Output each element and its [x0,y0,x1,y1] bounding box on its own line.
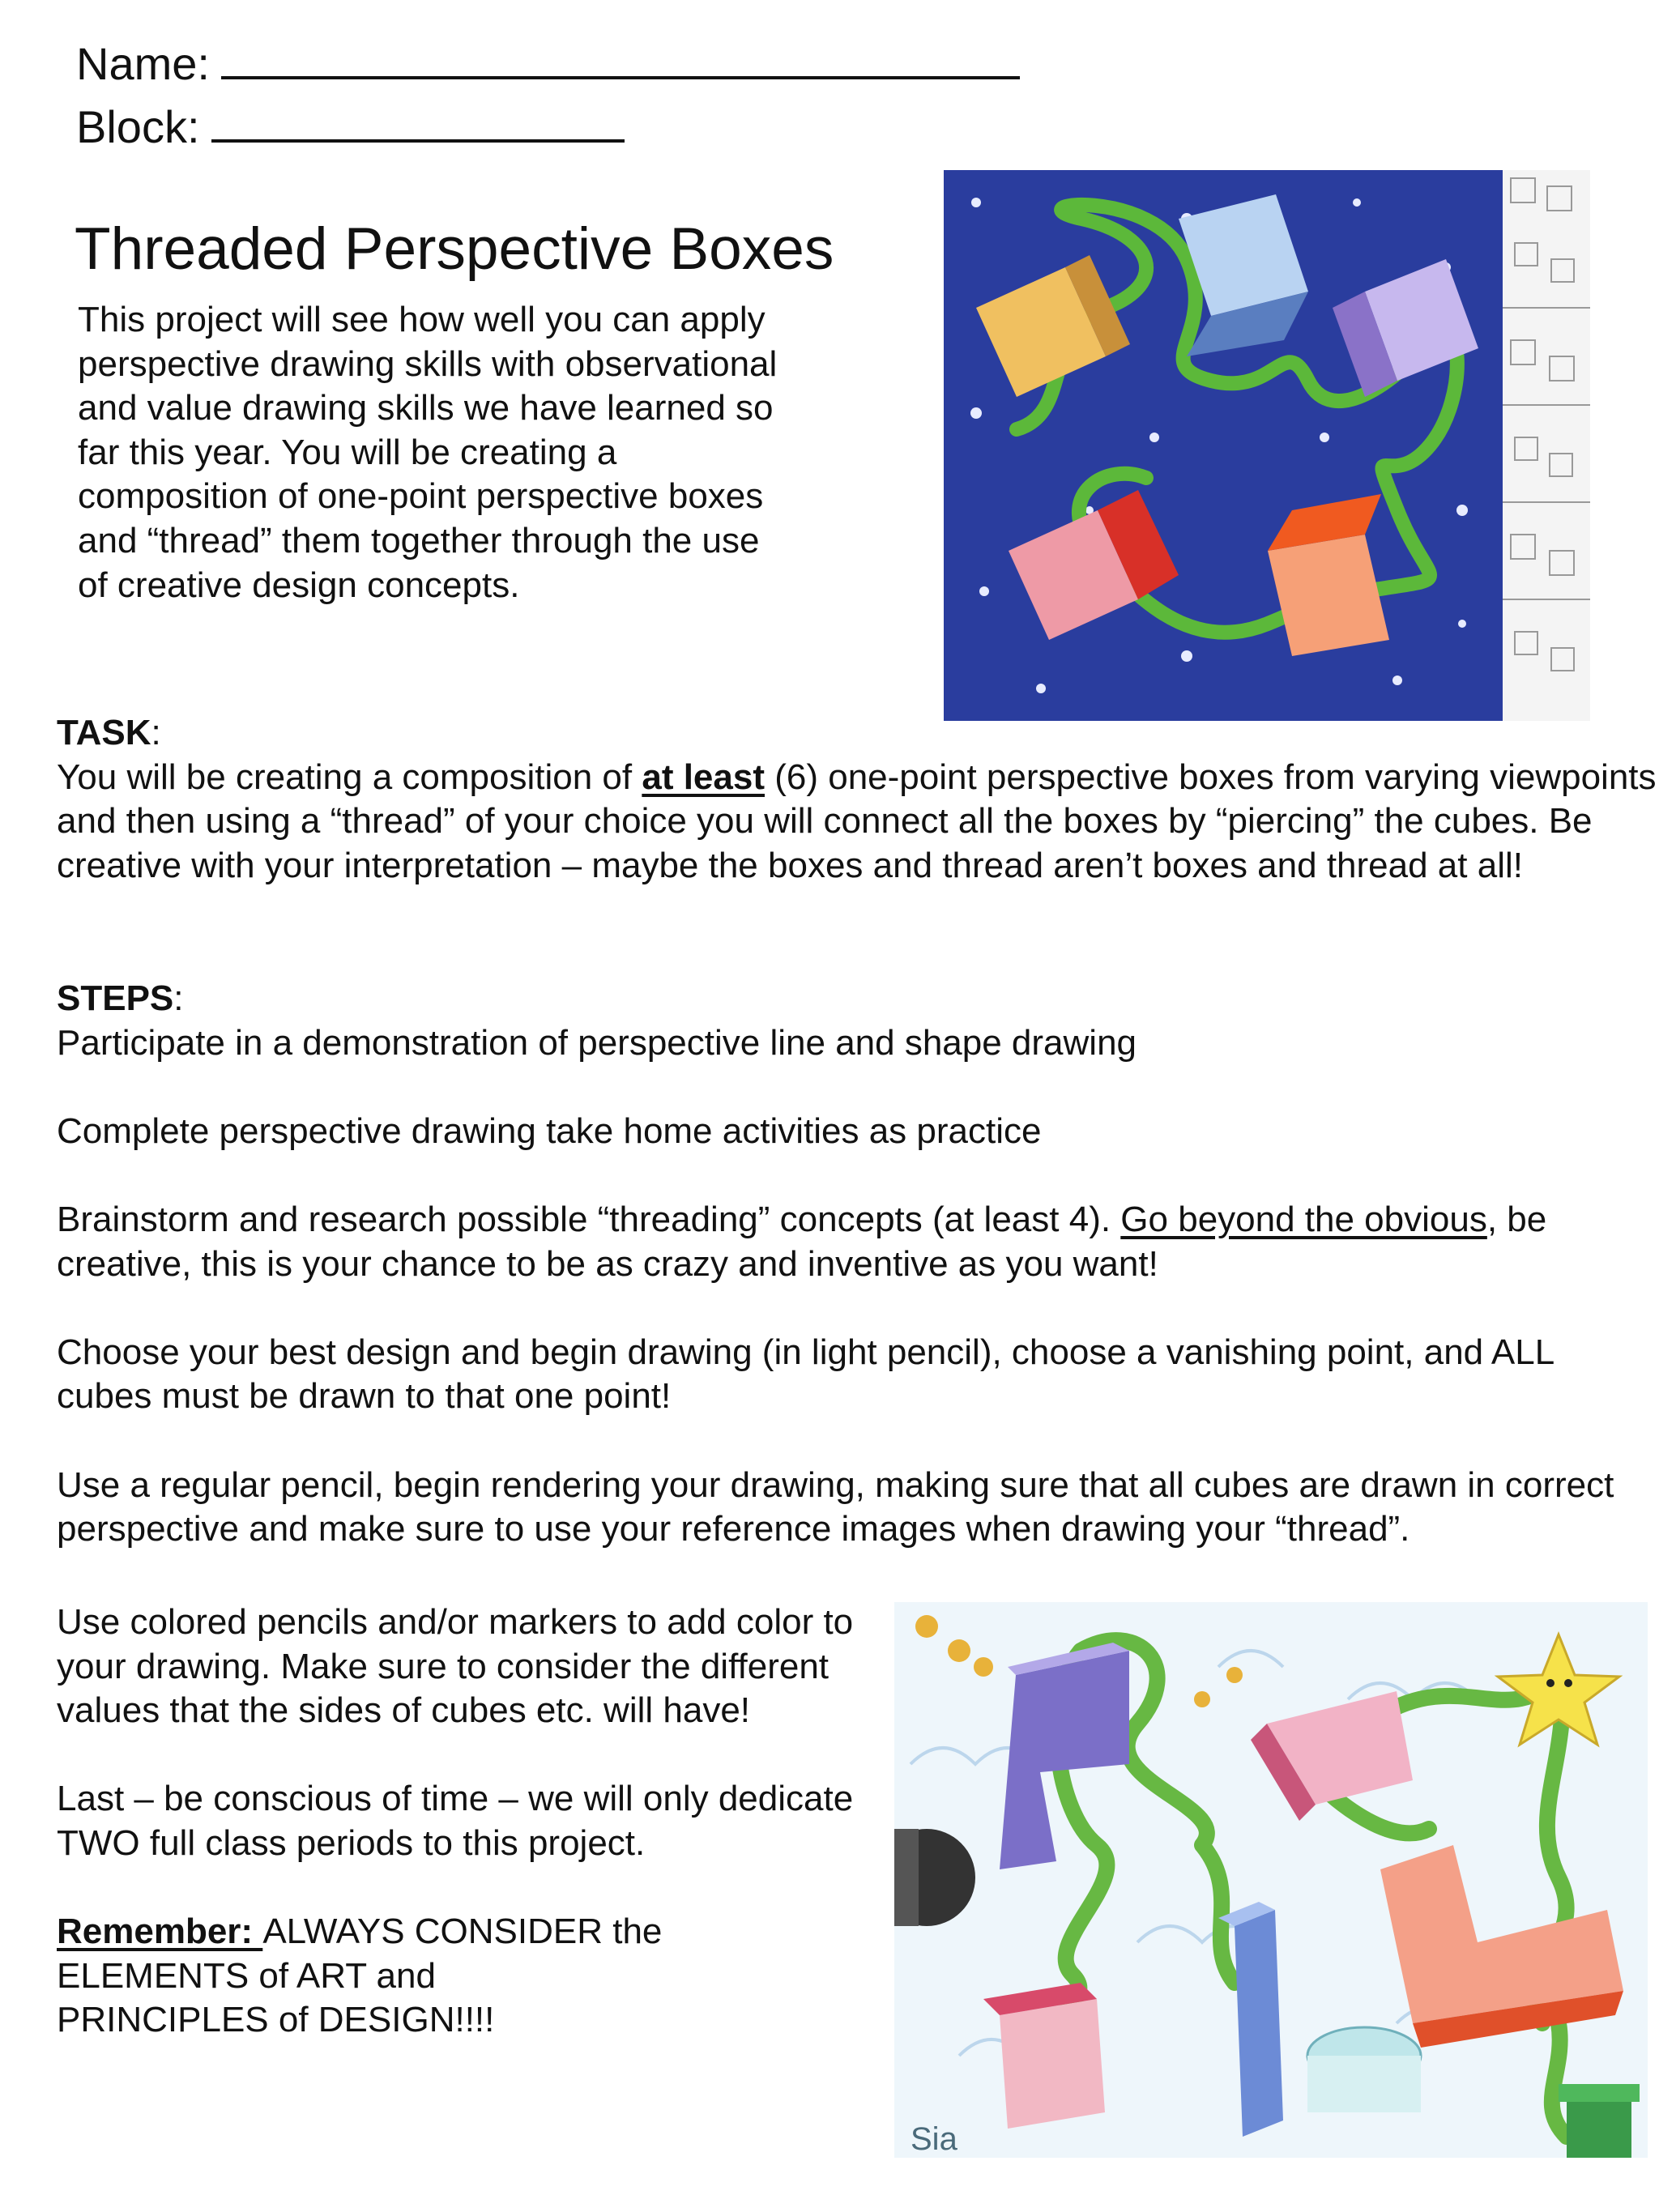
name-label: Name: [76,38,210,89]
remember-line-1: ALWAYS CONSIDER the [262,1912,663,1952]
steps-heading: STEPS [57,978,174,1018]
step-4: Choose your best design and begin drawing (in light pencil), choose a vanishing point, and ALL cubes must be drawn to that one point! [57,1332,1554,1417]
task-emphasis: at least [642,757,765,797]
step-6: Use colored pencils and/or markers to add color to your drawing. Make sure to consider the different values that the sides of cubes etc. will have! [57,1602,854,1731]
example-artwork-cubes [944,170,1590,721]
step-3 [57,1198,1657,1286]
remember-line-3: PRINCIPLES of DESIGN!!!! [57,2000,495,2040]
task-section [57,711,1657,888]
block-blank-line[interactable] [211,102,625,143]
task-text-before: You will be creating a composition of [57,757,642,797]
step-5: Use a regular pencil, begin rendering your drawing, making sure that all cubes are drawn in correct perspective and make sure to use your reference images when drawing your “thread”. [57,1464,1614,1549]
step-1: Participate in a demonstration of perspective line and shape drawing [57,1022,1137,1063]
step-2: Complete perspective drawing take home activities as practice [57,1110,1042,1151]
block-label: Block: [76,101,200,152]
example-artwork-game-theme [894,1602,1648,2158]
step-3-underline: Go beyond the obvious [1120,1199,1487,1239]
remember-label: Remember: [57,1912,263,1952]
steps-colon: : [173,978,184,1018]
steps-section [57,977,1657,1596]
task-colon: : [151,713,161,752]
task-paragraph [57,756,1657,889]
name-blank-line[interactable] [221,39,1020,79]
remember-line-2: ELEMENTS of ART and [57,1955,436,1996]
remember-block [57,1910,859,2043]
watermark-text: Sia [911,2121,957,2157]
block-field[interactable] [76,102,625,151]
steps-heading-line [57,977,1657,1021]
step-3-before: Brainstorm and research possible “threading” concepts (at least 4). [57,1199,1121,1239]
intro-paragraph: This project will see how well you can apply perspective drawing skills with observational and value drawing skills we have learned so far this year. You will be creating a composition of one-point perspective boxes and “thread” them together through the use of creative design concepts. [78,300,778,605]
step-7: Last – be conscious of time – we will only dedicate TWO full class periods to this project. [57,1779,854,1863]
page-title: Threaded Perspective Boxes [75,216,834,282]
task-heading: TASK [57,713,151,752]
task-heading-line [57,711,1657,756]
lower-steps [57,1600,859,2043]
task-text-after: (6) one-point perspective boxes from varying viewpoints and then using a “thread” of your choice you will connect all the boxes by “piercing” the cubes. Be creative with your interpretation – maybe the boxes and thread aren’t boxes and thread at all! [57,757,1657,885]
step-3-after: , be creative, this is your chance to be as crazy and inventive as you want! [57,1199,1547,1284]
name-field[interactable] [76,39,1020,88]
